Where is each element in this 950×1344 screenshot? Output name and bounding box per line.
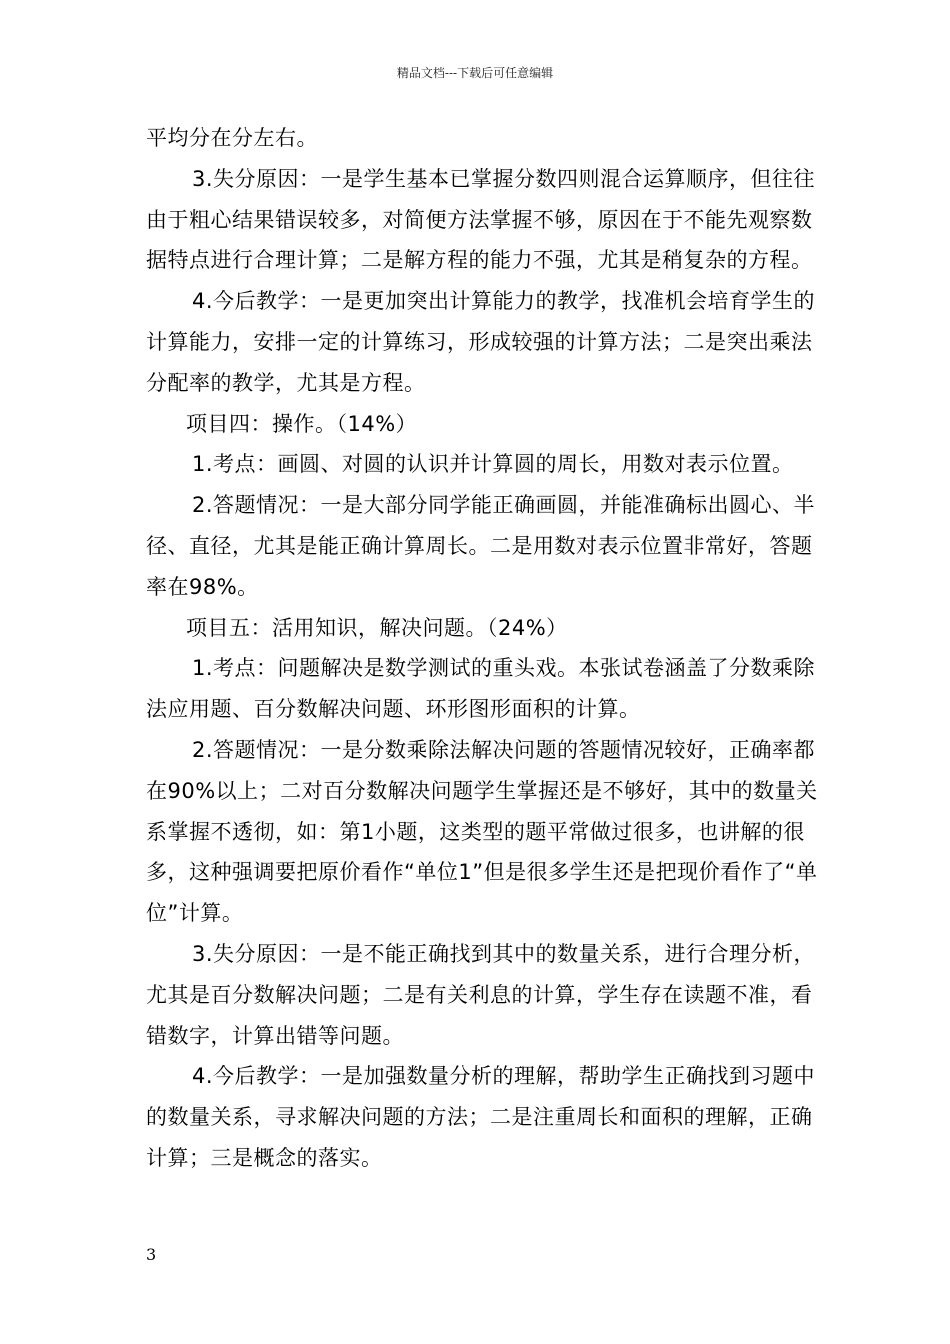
- document-body: [146, 118, 826, 1179]
- paragraph: 1.考点：问题解决是数学测试的重头戏。本张试卷涵盖了分数乘除法应用题、百分数解决问题、环形图形面积的计算。: [146, 656, 816, 722]
- paragraph: 平均分在分左右。: [146, 126, 318, 150]
- page-number: 3: [146, 1245, 157, 1264]
- paragraph: 1.考点：画圆、对圆的认识并计算圆的周长，用数对表示位置。: [192, 452, 794, 477]
- paragraph: 2.答题情况：一是分数乘除法解决问题的答题情况较好，正确率都在90%以上；二对百分数解决问题学生掌握还是不够好，其中的数量关系掌握不透彻，如：第1小题，这类型的题平常做过很多，也讲解的很多，这种强调要把原价看作“单位1”但是很多学生还是把现价看作了“单位”计算。: [146, 737, 818, 926]
- section-heading: 项目四：操作。（14%）: [186, 411, 418, 436]
- paragraph: 2.答题情况：一是大部分同学能正确画圆，并能准确标出圆心、半径、直径，尤其是能正确计算周长。二是用数对表示位置非常好，答题率在98%。: [146, 493, 816, 599]
- paragraph: 4.今后教学：一是更加突出计算能力的教学，找准机会培育学生的计算能力，安排一定的计算练习，形成较强的计算方法；二是突出乘法分配率的教学，尤其是方程。: [146, 289, 816, 395]
- paragraph: 3.失分原因：一是不能正确找到其中的数量关系，进行合理分析，尤其是百分数解决问题；二是有关利息的计算，学生存在读题不准，看错数字，计算出错等问题。: [146, 941, 816, 1048]
- section-heading: 项目五：活用知识，解决问题。（24%）: [186, 615, 568, 640]
- paragraph: 4.今后教学：一是加强数量分析的理解，帮助学生正确找到习题中的数量关系，寻求解决问题的方法；二是注重周长和面积的理解，正确计算；三是概念的落实。: [146, 1064, 816, 1170]
- page-header: 精品文档---下载后可任意编辑: [396, 66, 554, 80]
- paragraph: 3.失分原因：一是学生基本已掌握分数四则混合运算顺序，但往往由于粗心结果错误较多，对简便方法掌握不够，原因在于不能先观察数据特点进行合理计算；二是解方程的能力不强，尤其是稍复杂的方程。: [146, 166, 816, 273]
